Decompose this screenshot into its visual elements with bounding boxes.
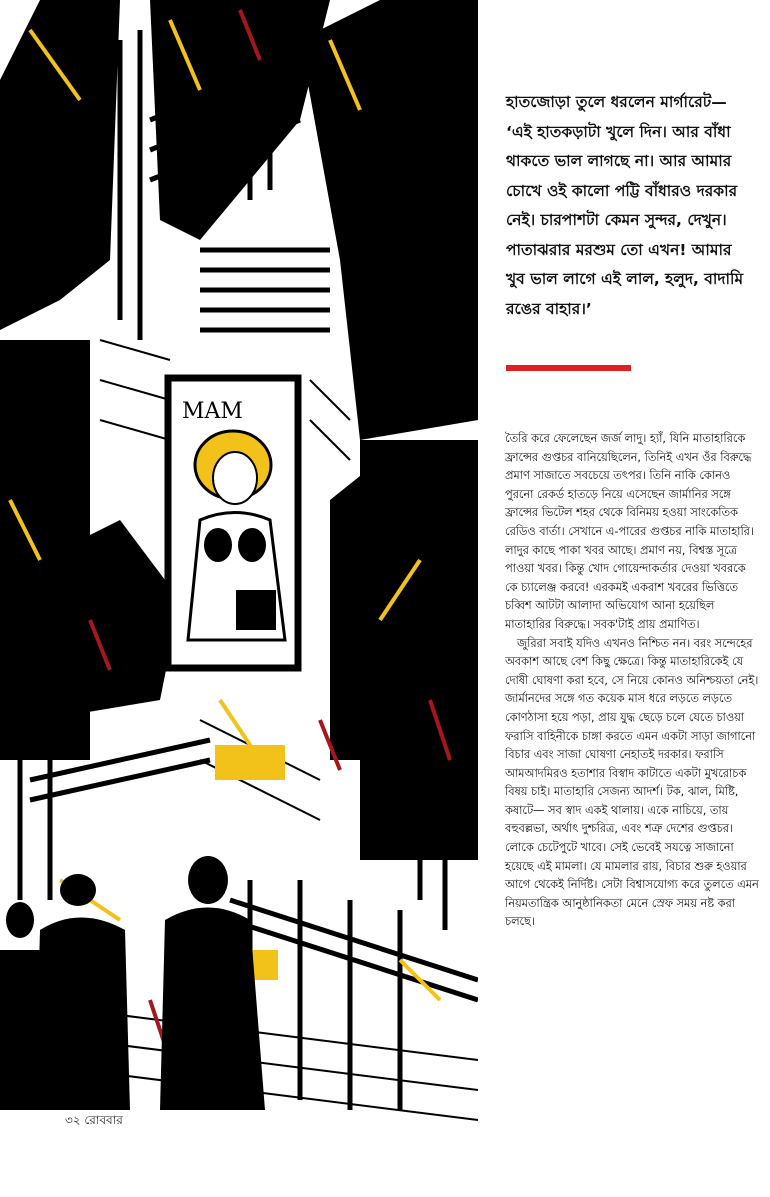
portrait-face	[213, 452, 257, 504]
pull-quote	[506, 88, 754, 324]
page-number-footer: ৩২ রোববার	[62, 1112, 126, 1132]
pull-quote-text: হাতজোড়া তুলে ধরলেন মার্গারেট— ‘এই হাতকড়াটা খুলে দিন। আর বাঁধা থাকতে ভাল লাগছে না। আর আমার চোখে ওই কালো পট্টি বাঁধারও দরকার নেই। চারপাশটা কেমন সুন্দর, দেখুন। পাতাঝরার মরশুম তো এখন! আমার খুব ভাল লাগে এই লাল, হলুদ, বাদামি রঙের বাহার।’	[506, 93, 744, 318]
article-body	[505, 430, 760, 932]
article-paragraph: তৈরি করে ফেলেছেন জর্জ লাদু। হ্যাঁ, যিনি মাতাহারিকে ফ্রান্সের গুপ্তচর বানিয়েছিলেন, তিনিই এখন ওঁর বিরুদ্ধে প্রমাণ সাজাতে সবচেয়ে তৎপর। তিনি নাকি কোনও পুরনো রেকর্ড হাতড়ে নিয়ে এসেছেন জার্মানির সঙ্গে ফ্রান্সের ভিটেল শহর থেকে বিনিময় হওয়া সাংকেতিক রেডিও বার্তা। সেখানে এ-পারের গুপ্তচর নাকি মাতাহারি। লাদুর কাছে পাকা খবর আছে। প্রমাণ নয়, বিশ্বস্ত সূত্রে পাওয়া খবর। কিন্তু খোদ গোয়েন্দাকর্তার দেওয়া খবরকে কে চ্যালেঞ্জ করবে! এরকমই একরাশ খবরের ভিত্তিতে চব্বিশ আটটা আলাদা অভিযোগ আনা হয়েছিল মাতাহারির বিরুদ্ধে। সবক'টাই প্রায় প্রমাণিত।	[505, 432, 754, 631]
accent-rule	[506, 365, 631, 371]
article-paragraph: জুরিরা সবাই যদিও এখনও নিশ্চিত নন। বরং সন্দেহের অবকাশ আছে বেশ কিছু ক্ষেত্রে। কিন্তু মাতাহারিকেই যে দোষী ঘোষণা করা হবে, সে নিয়ে কোনও অনিশ্চয়তা নেই। জার্মানদের সঙ্গে গত কয়েক মাস ধরে লড়তে লড়তে কোণঠাসা হয়ে পড়া, প্রায় যুদ্ধ ছেড়ে চলে যেতে চাওয়া ফরাসি বাহিনীকে চাঙ্গা করতে এমন একটা সাড়া জাগানো বিচার এবং সাজা ঘোষণা নেহাতই দরকার। ফরাসি আমআদমিরও হতাশার বিস্বাদ কাটাতে একটা মুখরোচক বিষয় চাই। মাতাহারি সেজন্য আদর্শ। টক, ঝাল, মিষ্টি, কষাটে— সব স্বাদ একই থালায়। একে নাচিয়ে, তায় বহুবল্লভা, অর্থাৎ দুশ্চরিত্র, এবং শত্রু দেশের গুপ্তচর। লোকে চেটেপুটে খাবে। সেই ভেবেই সযত্নে সাজানো হয়েছে এই মামলা। যে মামলার রায়, বিচার শুরু হওয়ার আগে থেকেই নির্দিষ্ট। সেটা বিশ্বাসযোগ্য করে তুলতে এমন নিয়মতান্ত্রিক আনুষ্ঠানিকতা মেনে স্রেফ সময় নষ্ট করা চলছে।	[505, 636, 759, 929]
sign-text: MAM	[182, 399, 243, 424]
